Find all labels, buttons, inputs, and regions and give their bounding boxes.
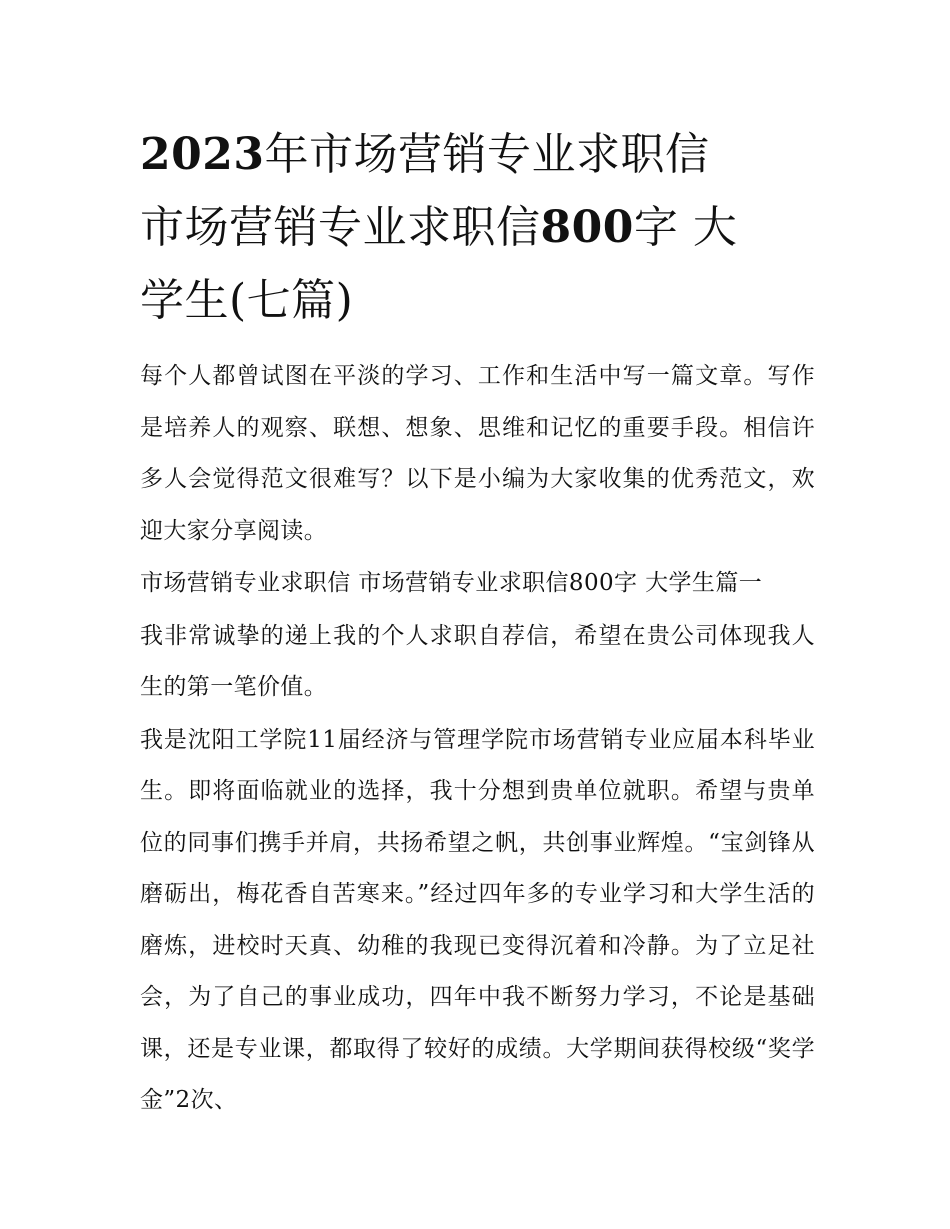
body-paragraph: 我非常诚挚的递上我的个人求职自荐信，希望在贵公司体现我人生的第一笔价值。	[140, 622, 815, 700]
title-line-3	[140, 264, 815, 337]
title-line-2-tail: 字 大	[633, 202, 738, 253]
section-heading: 市场营销专业求职信 市场营销专业求职信800字 大学生篇一	[140, 570, 763, 596]
title-year: 2023	[140, 129, 265, 180]
title-line-2-text: 市场营销专业求职信	[140, 202, 541, 253]
document-title	[140, 118, 815, 337]
intro-paragraph: 每个人都曾试图在平淡的学习、工作和生活中写一篇文章。写作是培养人的观察、联想、想象、思维和记忆的重要手段。相信许多人会觉得范文很难写？以下是小编为大家收集的优秀范文，欢迎大家分享阅读。	[140, 363, 815, 544]
body-paragraph: 我是沈阳工学院11届经济与管理学院市场营销专业应届本科毕业生。即将面临就业的选择，我十分想到贵单位就职。希望与贵单位的同事们携手并肩，共扬希望之帆，共创事业辉煌。“宝剑锋从磨砺出，梅花香自苦寒来。”经过四年多的专业学习和大学生活的磨炼，进校时天真、幼稚的我现已变得沉着和冷静。为了立足社会，为了自己的事业成功，四年中我不断努力学习，不论是基础课，还是专业课，都取得了较好的成绩。大学期间获得校级“奖学金”2次、	[140, 726, 815, 1113]
title-word-count: 800	[540, 202, 634, 253]
title-line-1-text: 年市场营销专业求职信	[264, 129, 710, 180]
document-page	[140, 118, 815, 1128]
title-line-2	[140, 191, 815, 264]
title-line-1	[140, 118, 815, 191]
title-line-3-text: 学生(七篇)	[140, 275, 354, 326]
